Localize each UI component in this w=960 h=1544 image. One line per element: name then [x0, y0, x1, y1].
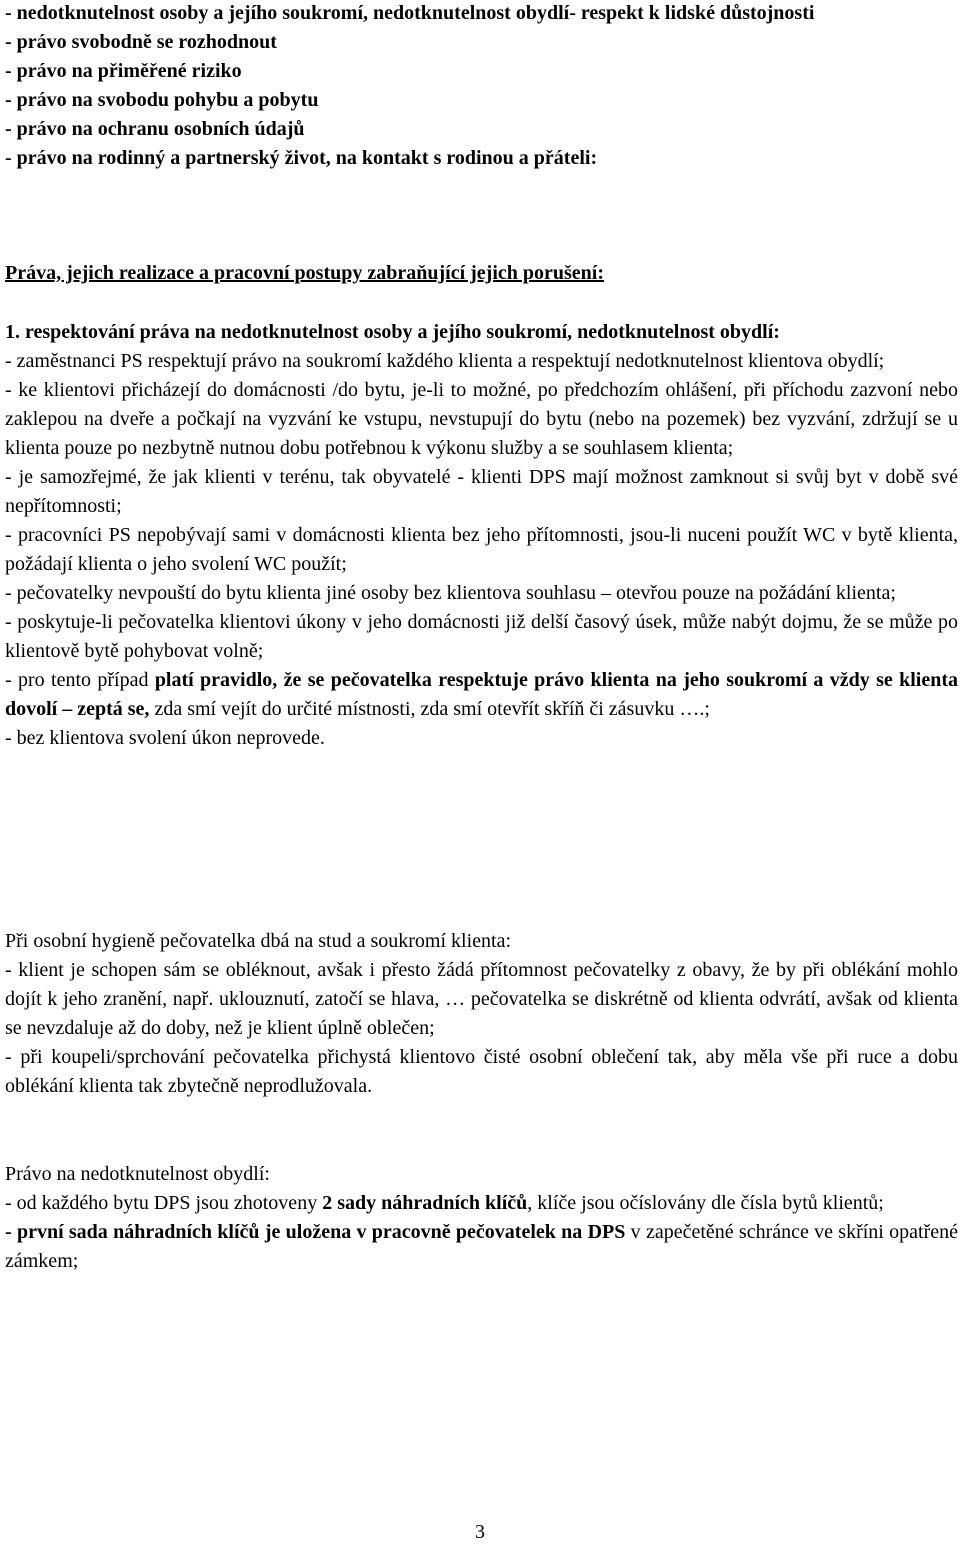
rights-list-item: - právo na svobodu pohybu a pobytu	[5, 89, 319, 111]
section-1-paragraph: - pečovatelky nevpouští do bytu klienta jiné osoby bez klientova souhlasu – otevřou pouze na požádání klienta;	[5, 582, 896, 604]
rule-tail-text: zda smí vejít do určité místnosti, zda smí otevřít skříň či zásuvku ….;	[149, 698, 710, 720]
first-set-bold-text: - první sada náhradních klíčů je uložena v pracovně pečovatelek na DPS	[5, 1221, 626, 1243]
dwelling-paragraph	[5, 1189, 958, 1218]
section-heading: Práva, jejich realizace a pracovní postupy zabraňující jejich porušení:	[5, 262, 605, 284]
first-set-tail-text: v zapečetěné schránce ve skříni opatřené zámkem;	[5, 1221, 958, 1272]
section-1-paragraph-rule	[5, 666, 958, 724]
keys-bold-text: 2 sady náhradních klíčů	[322, 1192, 528, 1214]
rights-list	[5, 0, 958, 173]
rights-list-item: - právo na rodinný a partnerský život, na kontakt s rodinou a přáteli:	[5, 147, 598, 169]
hygiene-paragraph: - při koupeli/sprchování pečovatelka přichystá klientovo čisté osobní oblečení tak, aby měla vše při ruce a dobu oblékání klienta tak zbytečně neprodlužovala.	[5, 1046, 958, 1097]
dwelling-intro: Právo na nedotknutelnost obydlí:	[5, 1163, 270, 1185]
section-1	[5, 318, 958, 753]
section-1-title: 1. respektování práva na nedotknutelnost osoby a jejího soukromí, nedotknutelnost obydlí:	[5, 321, 780, 343]
section-1-paragraph: - je samozřejmé, že jak klienti v terénu, tak obyvatelé - klienti DPS mají možnost zamknout si svůj byt v době své nepřítomnosti;	[5, 466, 958, 517]
rule-lead-text: - pro tento případ	[5, 669, 155, 691]
section-1-paragraph: - ke klientovi přicházejí do domácnosti /do bytu, je-li to možné, po předchozím ohlášení, při příchodu zazvoní nebo zaklepou na dveře a počkají na vyzvání ke vstupu, nevstupují do bytu (nebo na pozemek) bez vyzvání, zdržují se u klienta pouze po nezbytně nutnou dobu potřebnou k výkonu služby a se souhlasem klienta;	[5, 379, 958, 459]
rights-list-item: - nedotknutelnost osoby a jejího soukromí, nedotknutelnost obydlí- respekt k lidské důstojnosti	[5, 2, 815, 24]
page-number: 3	[475, 1521, 485, 1543]
hygiene-paragraph: - klient je schopen sám se obléknout, avšak i přesto žádá přítomnost pečovatelky z obavy, že by při oblékání mohlo dojít k jeho zranění, např. uklouznutí, zatočí se hlava, … pečovatelka se diskrétně od klienta odvrátí, avšak od klienta se nevzdaluje až do doby, než je klient úplně oblečen;	[5, 959, 958, 1039]
keys-lead-text: - od každého bytu DPS jsou zhotoveny	[5, 1192, 323, 1214]
hygiene-section	[5, 927, 958, 1101]
rights-list-item: - právo na ochranu osobních údajů	[5, 118, 305, 140]
dwelling-section	[5, 1160, 958, 1276]
rule-bold-text: platí pravidlo, že se pečovatelka respektuje právo klienta na jeho soukromí a vždy se klienta dovolí – zeptá se,	[5, 669, 958, 720]
rights-list-item: - právo na přiměřené riziko	[5, 60, 242, 82]
section-1-paragraph: - pracovníci PS nepobývají sami v domácnosti klienta bez jeho přítomnosti, jsou-li nuceni použít WC v bytě klienta, požádají klienta o jeho svolení WC použít;	[5, 524, 958, 575]
dwelling-paragraph	[5, 1218, 958, 1276]
section-1-paragraph: - poskytuje-li pečovatelka klientovi úkony v jeho domácnosti již delší časový úsek, může nabýt dojmu, že se může po klientově bytě pohybovat volně;	[5, 611, 958, 662]
rights-list-item: - právo svobodně se rozhodnout	[5, 31, 277, 53]
keys-tail-text: , klíče jsou očíslovány dle čísla bytů klientů;	[527, 1192, 884, 1214]
section-1-paragraph: - bez klientova svolení úkon neprovede.	[5, 727, 325, 749]
hygiene-intro: Při osobní hygieně pečovatelka dbá na stud a soukromí klienta:	[5, 930, 511, 952]
section-1-paragraph: - zaměstnanci PS respektují právo na soukromí každého klienta a respektují nedotknutelnost klientova obydlí;	[5, 350, 885, 372]
